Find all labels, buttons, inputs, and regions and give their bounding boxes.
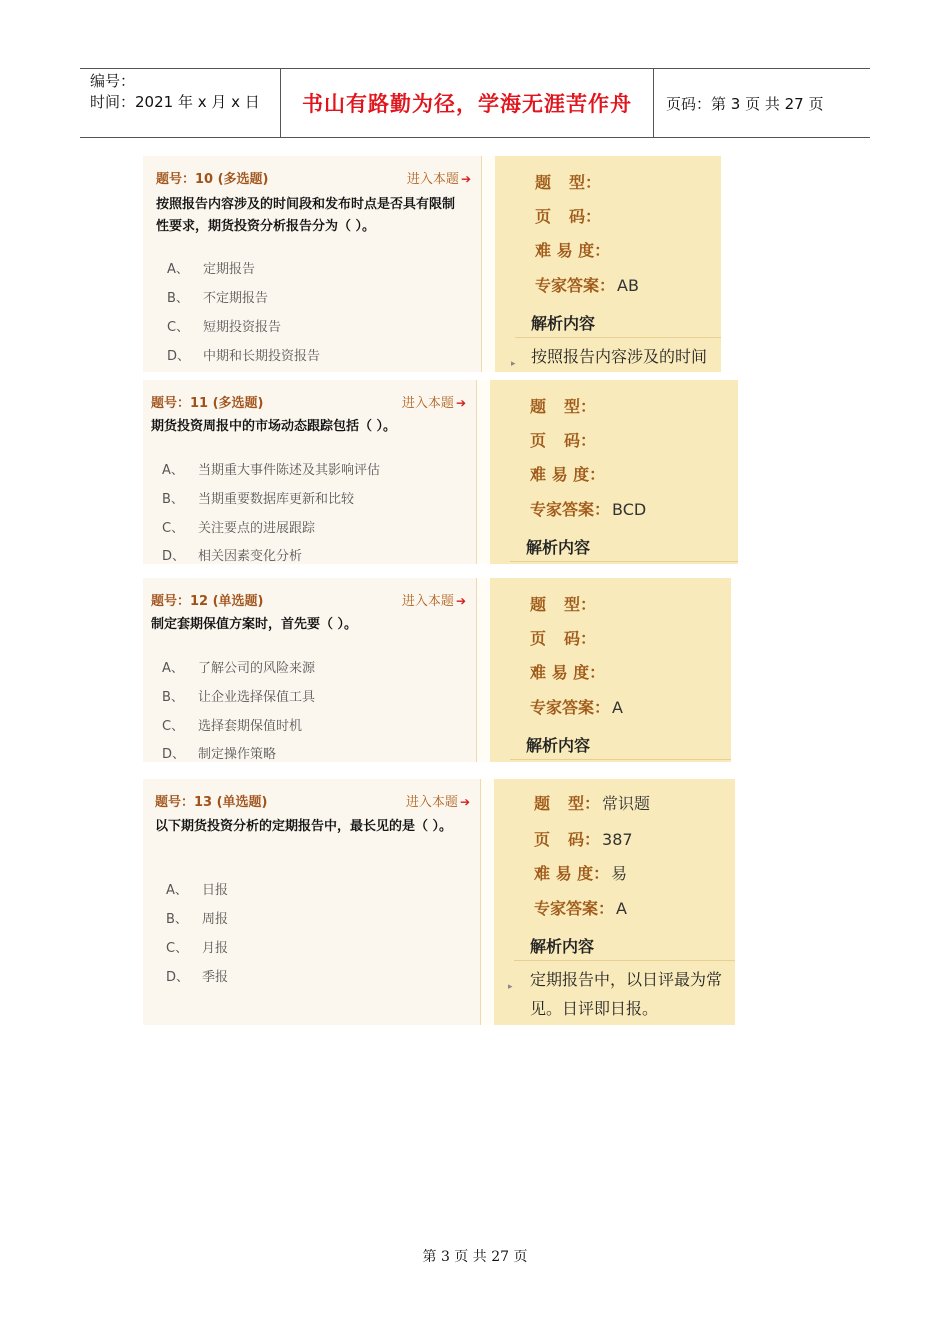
answer-panel bbox=[490, 380, 738, 564]
question-text: 按照报告内容涉及的时间段和发布时点是否具有限制性要求，期货投资分析报告分为（ ）。 bbox=[156, 197, 456, 234]
type-row: 题 型： bbox=[530, 595, 597, 614]
divider bbox=[514, 960, 735, 961]
divider-strip bbox=[482, 156, 495, 372]
question-panel bbox=[143, 380, 477, 564]
option-a[interactable]: A、 日报 bbox=[166, 883, 229, 898]
divider bbox=[515, 337, 721, 338]
question-text: 以下期货投资分析的定期报告中，最长见的是（ ）。 bbox=[155, 819, 453, 834]
enter-question-link[interactable]: 进入本题 ➔ bbox=[405, 795, 470, 810]
option-b[interactable]: B、 周报 bbox=[166, 912, 229, 927]
question-text: 制定套期保值方案时，首先要（ ）。 bbox=[151, 617, 358, 632]
page-info: 页码：第 3 页 共 27 页 bbox=[666, 94, 824, 113]
question-number: 题号：12 (单选题) bbox=[151, 594, 264, 609]
option-d[interactable]: D、 相关因素变化分析 bbox=[162, 549, 303, 564]
difficulty-row: 难 易 度： 易 bbox=[534, 864, 628, 883]
answer-panel bbox=[495, 156, 721, 372]
page-row: 页 码： 387 bbox=[534, 830, 633, 849]
answer-panel bbox=[490, 578, 731, 762]
arrow-right-icon: ➔ bbox=[455, 396, 466, 410]
divider bbox=[510, 561, 738, 562]
option-b[interactable]: B、 不定期报告 bbox=[167, 291, 269, 306]
question-text: 期货投资周报中的市场动态跟踪包括（ ）。 bbox=[151, 419, 397, 434]
divider-strip bbox=[477, 380, 490, 564]
page-row: 页 码： bbox=[530, 431, 597, 450]
option-d[interactable]: D、 季报 bbox=[166, 970, 229, 985]
option-a[interactable]: A、 定期报告 bbox=[167, 262, 256, 277]
question-card bbox=[143, 380, 738, 564]
page-footer: 第 3 页 共 27 页 bbox=[422, 1249, 528, 1265]
question-panel bbox=[143, 779, 481, 1025]
option-d[interactable]: D、 中期和长期投资报告 bbox=[167, 349, 321, 364]
triangle-icon: ▸ bbox=[508, 982, 513, 992]
option-a[interactable]: A、 当期重大事件陈述及其影响评估 bbox=[162, 463, 381, 478]
option-d[interactable]: D、 制定操作策略 bbox=[162, 747, 277, 762]
analysis-text: 定期报告中，以日评最为常见。日评即日报。 bbox=[530, 970, 723, 1018]
page-row: 页 码： bbox=[535, 207, 602, 226]
divider-strip bbox=[477, 578, 490, 762]
answer-row: 专家答案： AB bbox=[535, 276, 639, 295]
analysis-title: 解析内容 bbox=[531, 314, 596, 333]
question-panel bbox=[143, 156, 482, 372]
difficulty-row: 难 易 度： bbox=[530, 465, 606, 484]
analysis-text: 按照报告内容涉及的时间 bbox=[531, 347, 708, 366]
arrow-right-icon: ➔ bbox=[460, 172, 471, 186]
question-header bbox=[151, 590, 466, 610]
question-header bbox=[156, 168, 471, 188]
type-row: 题 型： 常识题 bbox=[534, 794, 651, 813]
option-c[interactable]: C、 短期投资报告 bbox=[167, 320, 282, 335]
question-panel bbox=[143, 578, 477, 762]
difficulty-row: 难 易 度： bbox=[530, 663, 606, 682]
option-c[interactable]: C、 月报 bbox=[166, 941, 229, 956]
question-header bbox=[155, 791, 470, 811]
triangle-icon: ▸ bbox=[511, 359, 516, 369]
header-meta-cell bbox=[80, 69, 281, 137]
arrow-right-icon: ➔ bbox=[459, 795, 470, 809]
question-number: 题号：10 (多选题) bbox=[156, 172, 269, 187]
divider-strip bbox=[481, 779, 494, 1025]
document-header bbox=[80, 68, 870, 138]
question-header bbox=[151, 392, 466, 412]
enter-question-link[interactable]: 进入本题 ➔ bbox=[401, 594, 466, 609]
motto: 书山有路勤为径，学海无涯苦作舟 bbox=[281, 69, 654, 137]
answer-panel bbox=[494, 779, 735, 1025]
divider bbox=[510, 759, 731, 760]
question-number: 题号：11 (多选题) bbox=[151, 396, 264, 411]
enter-question-link[interactable]: 进入本题 ➔ bbox=[401, 396, 466, 411]
analysis-title: 解析内容 bbox=[530, 937, 595, 956]
answer-row: 专家答案： A bbox=[530, 698, 623, 717]
type-row: 题 型： bbox=[535, 173, 602, 192]
question-card bbox=[143, 578, 731, 762]
option-b[interactable]: B、 当期重要数据库更新和比较 bbox=[162, 492, 355, 507]
analysis-title: 解析内容 bbox=[526, 736, 591, 755]
question-card bbox=[143, 779, 735, 1025]
difficulty-row: 难 易 度： bbox=[535, 241, 611, 260]
option-c[interactable]: C、 选择套期保值时机 bbox=[162, 719, 303, 734]
option-b[interactable]: B、 让企业选择保值工具 bbox=[162, 690, 316, 705]
answer-row: 专家答案： A bbox=[534, 899, 627, 918]
question-number: 题号：13 (单选题) bbox=[155, 795, 268, 810]
answer-row: 专家答案： BCD bbox=[530, 500, 647, 519]
analysis-title: 解析内容 bbox=[526, 538, 591, 557]
arrow-right-icon: ➔ bbox=[455, 594, 466, 608]
question-card bbox=[143, 156, 721, 372]
time-label: 时间：2021 年 x 月 x 日 bbox=[90, 93, 260, 111]
option-a[interactable]: A、 了解公司的风险来源 bbox=[162, 661, 316, 676]
number-label: 编号： bbox=[90, 72, 136, 90]
type-row: 题 型： bbox=[530, 397, 597, 416]
enter-question-link[interactable]: 进入本题 ➔ bbox=[406, 172, 471, 187]
option-c[interactable]: C、 关注要点的进展跟踪 bbox=[162, 521, 316, 536]
page-row: 页 码： bbox=[530, 629, 597, 648]
